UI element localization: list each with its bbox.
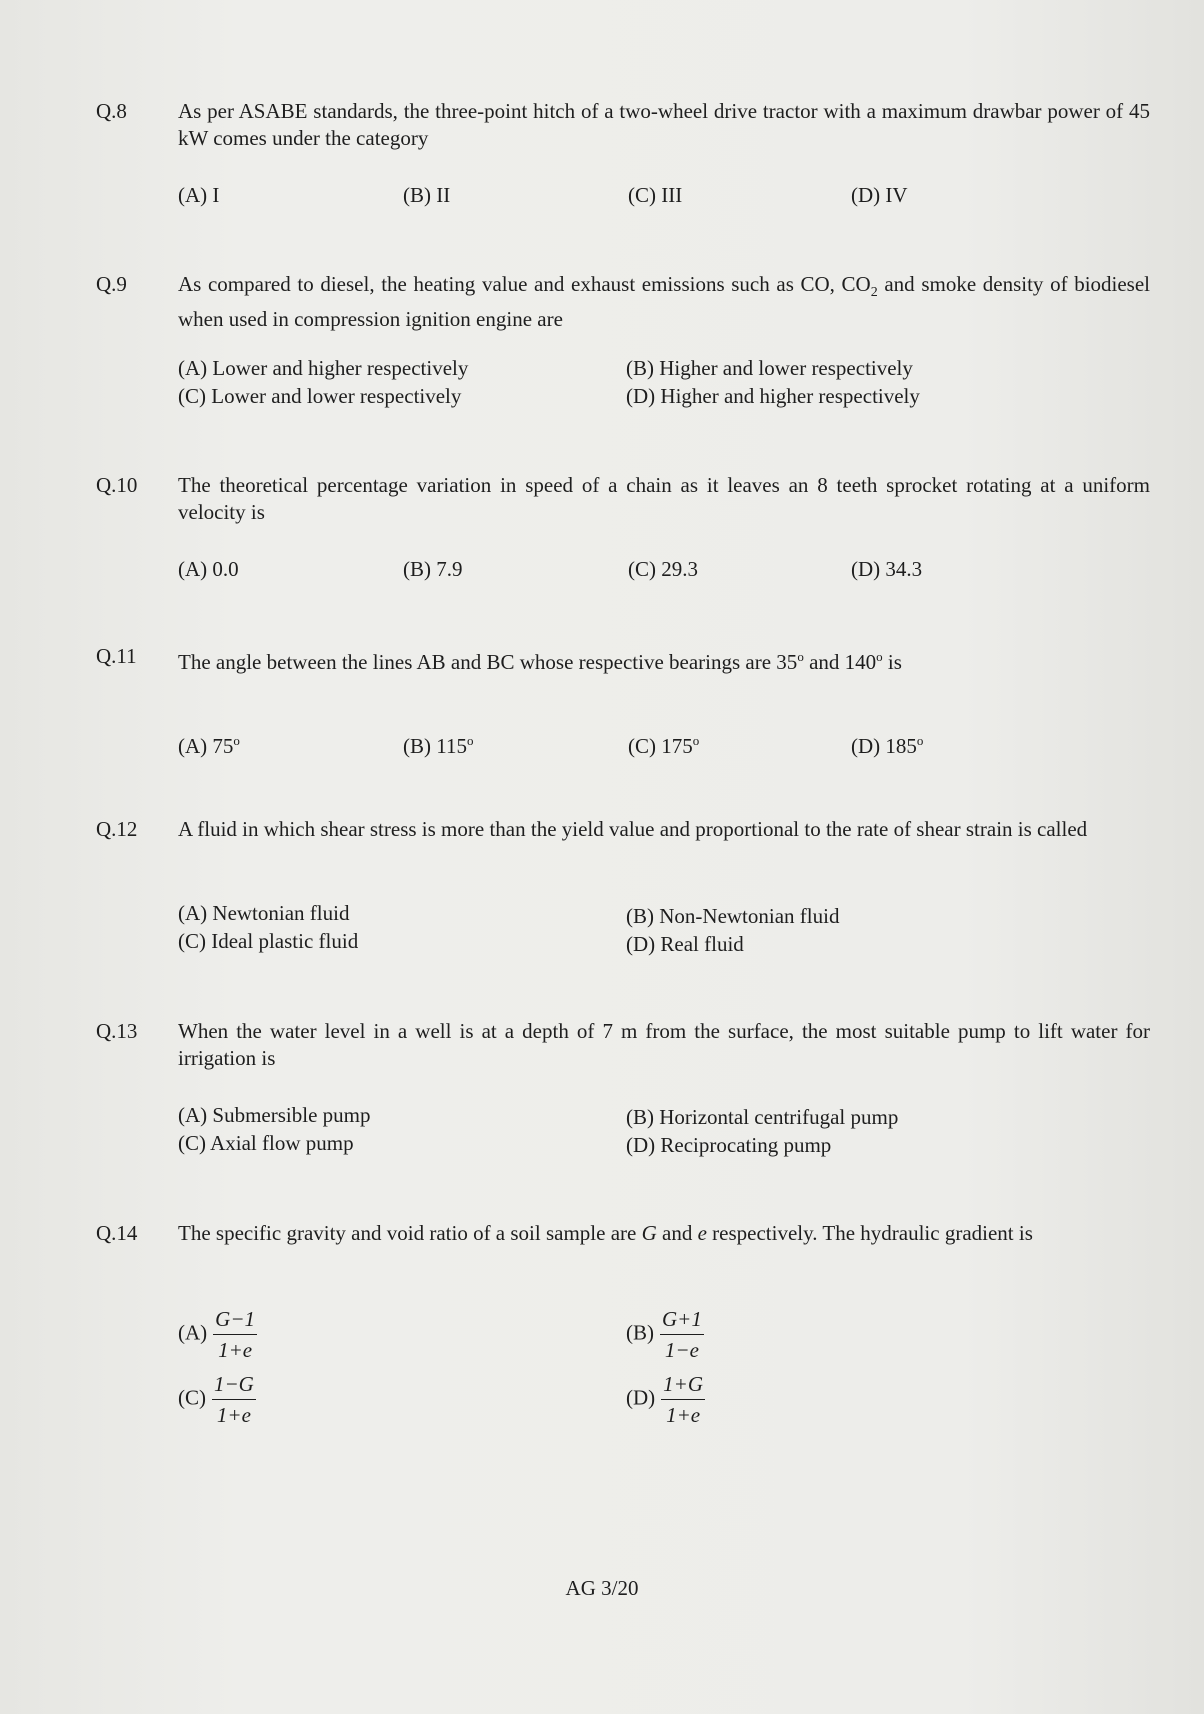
- question-number: Q.13: [96, 1019, 138, 1043]
- question-number: Q.11: [96, 644, 137, 668]
- option-b: (B) Horizontal centrifugal pump: [626, 1105, 899, 1129]
- option-a: (A) 75$^o$: [178, 733, 240, 758]
- option-d: (D) IV: [851, 183, 908, 207]
- question-number: Q.10: [96, 473, 138, 497]
- option-d: (D) $\frac{1+G}{1+e}$: [626, 1369, 705, 1430]
- question-text: When the water level in a well is at a depth of 7 m from the surface, the most suitable pump to lift water for irrigation is: [178, 1019, 1150, 1070]
- option-d: (D) Real fluid: [626, 932, 744, 956]
- option-d: (D) 34.3: [851, 557, 923, 581]
- option-c: (C) 29.3: [628, 557, 698, 581]
- option-c: (C) $\frac{1-G}{1+e}$: [178, 1369, 256, 1430]
- option-d: (D) Reciprocating pump: [626, 1133, 832, 1157]
- option-b: (B) $\frac{G+1}{1-e}$: [626, 1304, 704, 1365]
- option-c: (C) Ideal plastic fluid: [178, 929, 359, 953]
- question-text: The specific gravity and void ratio of a soil sample are G and e respectively. The hydraulic gradient is: [178, 1221, 1033, 1245]
- option-a: (A) $\frac{G-1}{1+e}$: [178, 1304, 257, 1365]
- option-b: (B) 7.9: [403, 557, 463, 581]
- option-b: (B) Higher and lower respectively: [626, 356, 913, 380]
- option-b: (B) II: [403, 183, 451, 207]
- option-a: (A) 0.0: [178, 557, 239, 581]
- question-text: As compared to diesel, the heating value and exhaust emissions such as CO, $CO_2$ and smoke density of biodiesel when used in compression ignition engine are: [178, 272, 1151, 332]
- option-a: (A) Submersible pump: [178, 1103, 371, 1127]
- option-a: (A) I: [178, 183, 220, 207]
- question-number: Q.14: [96, 1221, 138, 1245]
- option-d: (D) 185$^o$: [851, 733, 924, 758]
- option-c: (C) Axial flow pump: [178, 1131, 354, 1155]
- page-footer: AG 3/20: [565, 1576, 639, 1600]
- question-text: The angle between the lines AB and BC whose respective bearings are 35$^o$ and 140$^o$ is: [178, 649, 902, 674]
- option-d: (D) Higher and higher respectively: [626, 384, 920, 408]
- option-c: (C) III: [628, 183, 683, 207]
- question-number: Q.12: [96, 817, 138, 841]
- question-number: Q.8: [96, 99, 127, 123]
- option-c: (C) Lower and lower respectively: [178, 384, 462, 408]
- question-number: Q.9: [96, 272, 127, 296]
- option-b: (B) Non-Newtonian fluid: [626, 904, 840, 928]
- option-a: (A) Newtonian fluid: [178, 901, 350, 925]
- question-text: As per ASABE standards, the three-point hitch of a two-wheel drive tractor with a maximum drawbar power of 45 kW comes under the category: [178, 99, 1150, 150]
- question-text: The theoretical percentage variation in speed of a chain as it leaves an 8 teeth sprocket rotating at a uniform velocity is: [178, 473, 1150, 524]
- option-c: (C) 175$^o$: [628, 733, 700, 758]
- option-b: (B) 115$^o$: [403, 733, 474, 758]
- option-a: (A) Lower and higher respectively: [178, 356, 469, 380]
- question-text: A fluid in which shear stress is more than the yield value and proportional to the rate of shear strain is called: [178, 817, 1088, 841]
